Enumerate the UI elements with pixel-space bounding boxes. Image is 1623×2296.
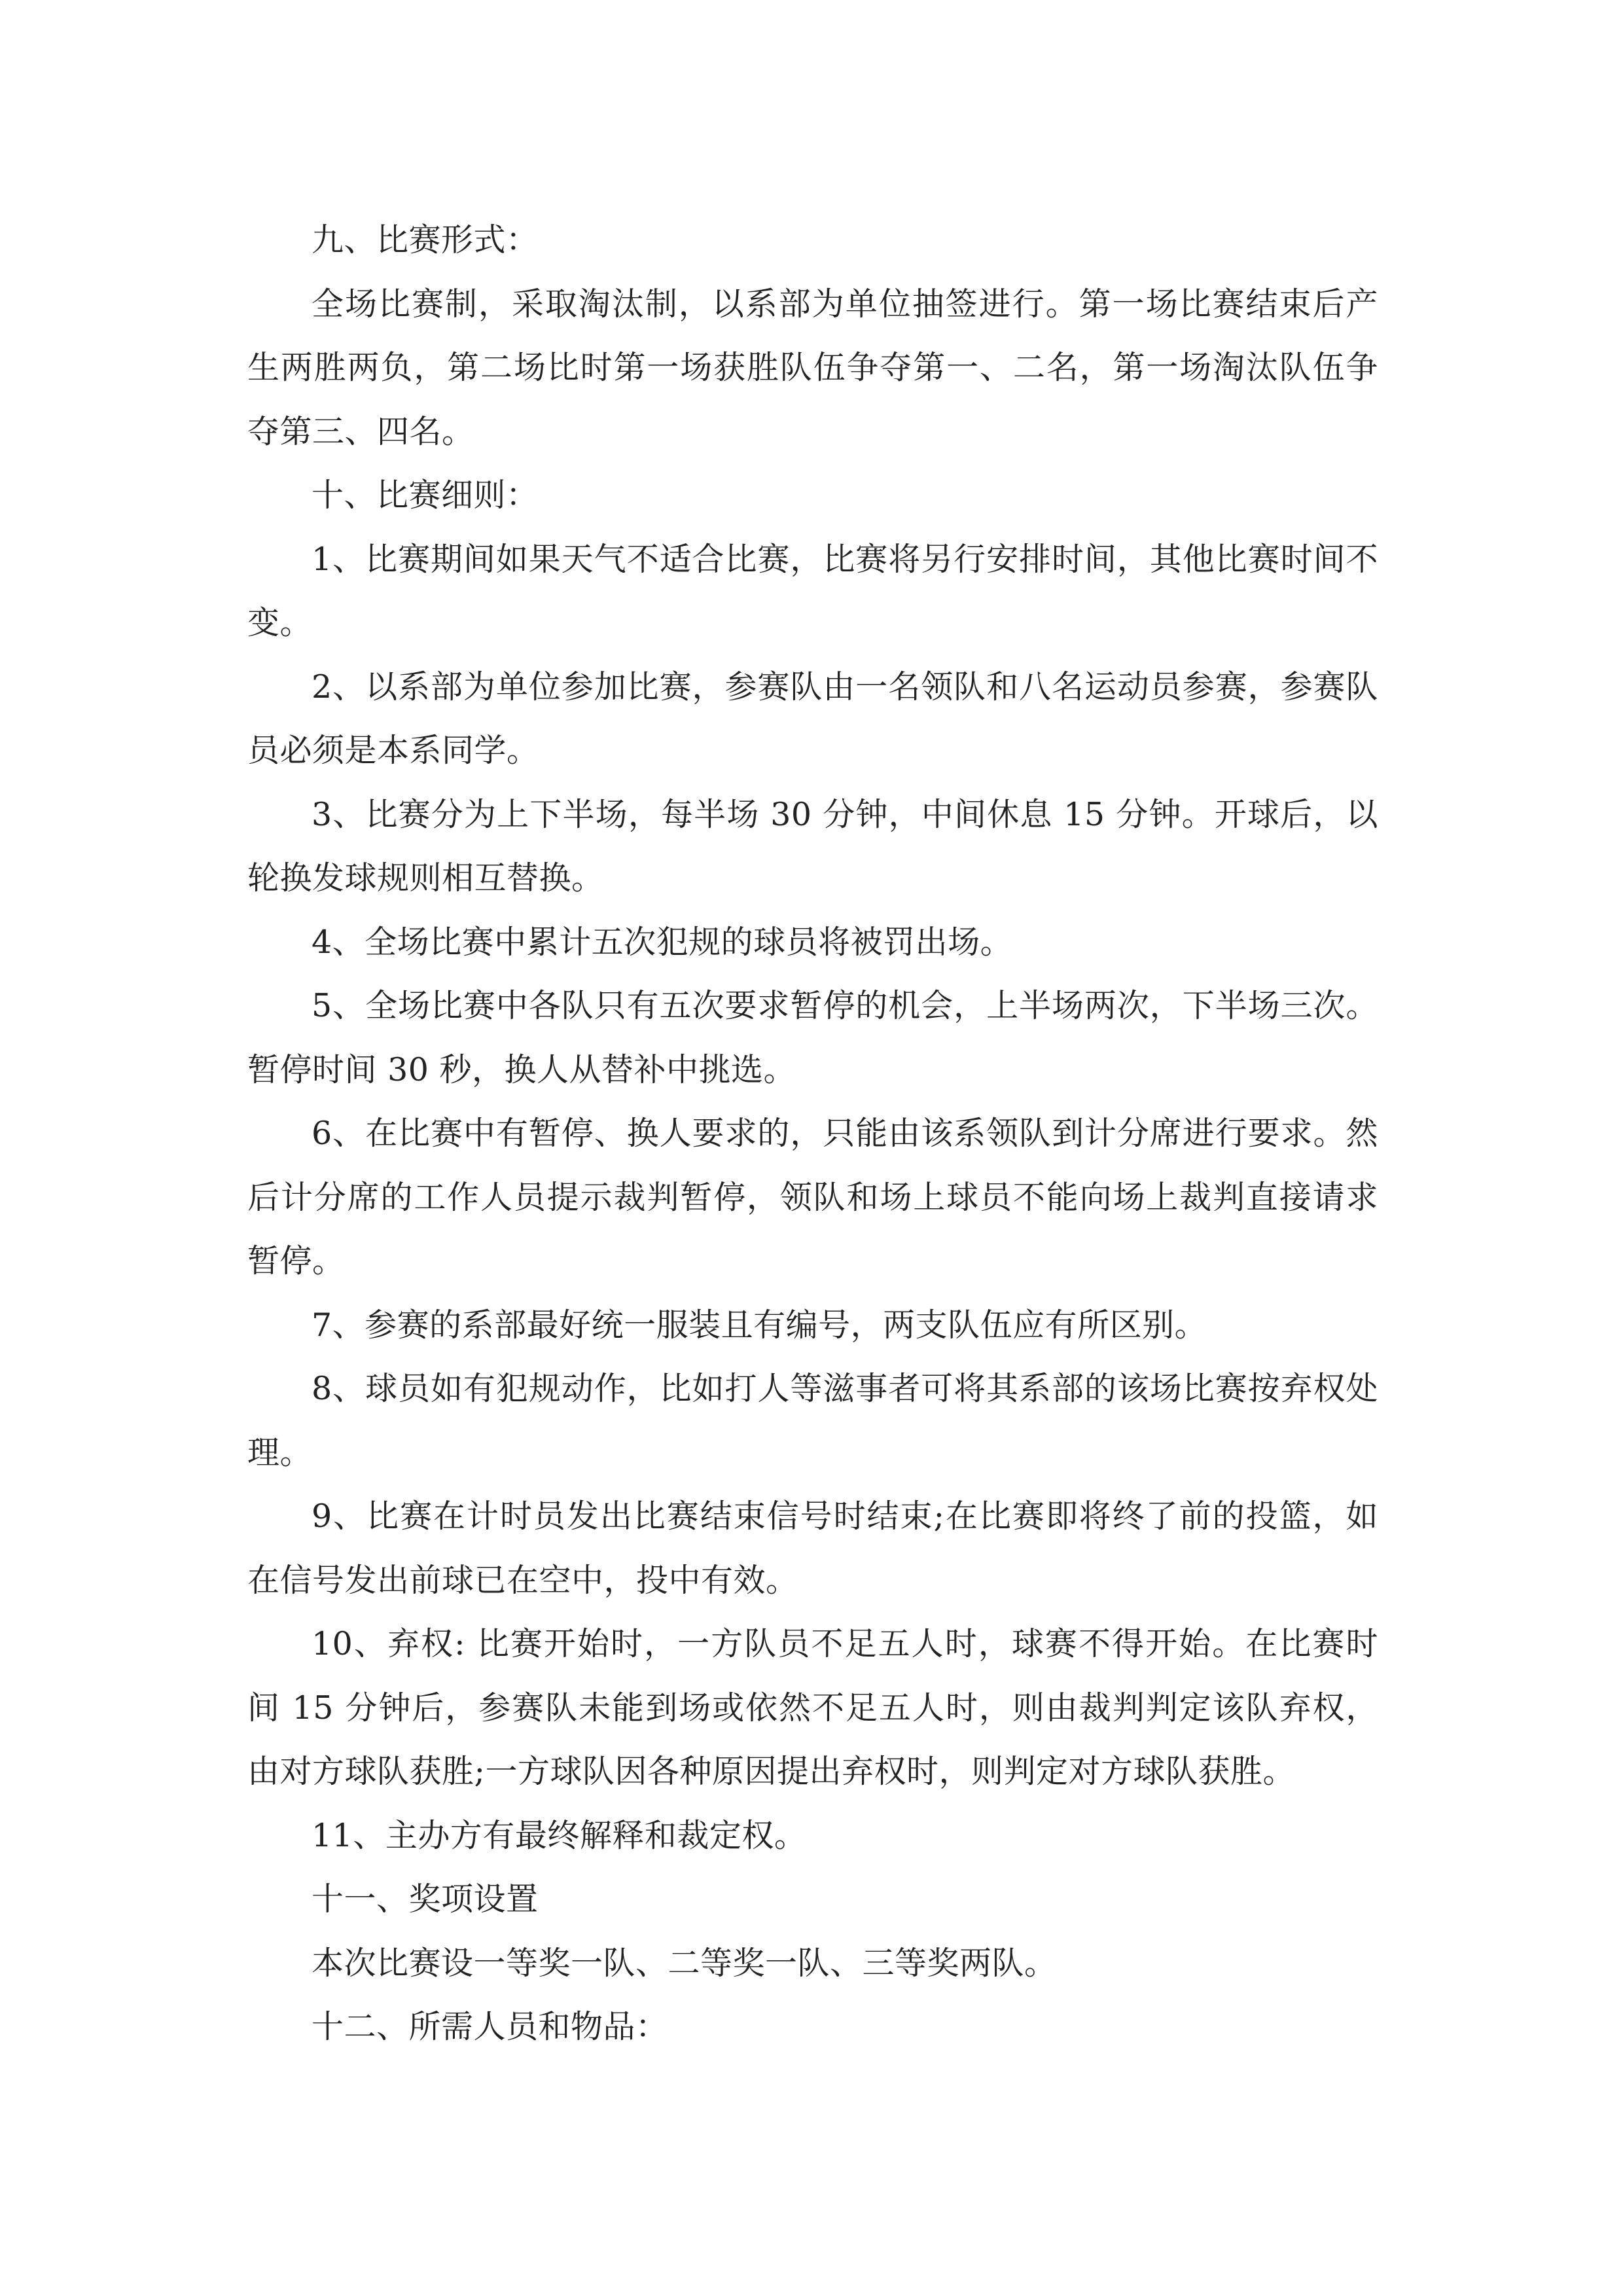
rule-item-10: 10、弃权: 比赛开始时，一方队员不足五人时，球赛不得开始。在比赛时间 15 分钟后，参赛队未能到场或依然不足五人时，则由裁判判定该队弃权，由对方球队获胜;一方球队因各种原因提出弃权时，则判定对方球队获胜。 (247, 1625, 1378, 1790)
section-heading-staff-and-items: 十二、所需人员和物品： (312, 2008, 668, 2045)
rule-item-2: 2、以系部为单位参加比赛，参赛队由一名领队和八名运动员参赛，参赛队员必须是本系同学。 (247, 668, 1378, 769)
rule-item-7: 7、参赛的系部最好统一服装且有编号，两支队伍应有所区别。 (312, 1306, 1207, 1344)
section-heading-awards: 十一、奖项设置 (312, 1880, 539, 1918)
document-page (247, 208, 1378, 2059)
section-heading-match-rules: 十、比赛细则： (312, 476, 539, 514)
rule-item-6: 6、在比赛中有暂停、换人要求的，只能由该系领队到计分席进行要求。然后计分席的工作人员提示裁判暂停，领队和场上球员不能向场上裁判直接请求暂停。 (247, 1115, 1378, 1280)
rule-item-4: 4、全场比赛中累计五次犯规的球员将被罚出场。 (312, 923, 1013, 961)
rule-item-1: 1、比赛期间如果天气不适合比赛，比赛将另行安排时间，其他比赛时间不变。 (247, 540, 1378, 641)
paragraph-awards: 本次比赛设一等奖一队、二等奖一队、三等奖两队。 (312, 1944, 1057, 1982)
paragraph-match-format: 全场比赛制，采取淘汰制，以系部为单位抽签进行。第一场比赛结束后产生两胜两负，第二场比时第一场获胜队伍争夺第一、二名，第一场淘汰队伍争夺第三、四名。 (247, 285, 1378, 450)
section-heading-match-format: 九、比赛形式： (312, 221, 539, 259)
rule-item-11: 11、主办方有最终解释和裁定权。 (312, 1816, 807, 1854)
rule-item-3: 3、比赛分为上下半场，每半场 30 分钟，中间休息 15 分钟。开球后，以轮换发球规则相互替换。 (247, 795, 1378, 897)
rule-item-8: 8、球员如有犯规动作，比如打人等滋事者可将其系部的该场比赛按弃权处理。 (247, 1370, 1378, 1471)
rule-item-5: 5、全场比赛中各队只有五次要求暂停的机会，上半场两次，下半场三次。暂停时间 30 秒，换人从替补中挑选。 (247, 987, 1378, 1088)
rule-item-9: 9、比赛在计时员发出比赛结束信号时结束;在比赛即将终了前的投篮，如在信号发出前球已在空中，投中有效。 (247, 1498, 1378, 1599)
